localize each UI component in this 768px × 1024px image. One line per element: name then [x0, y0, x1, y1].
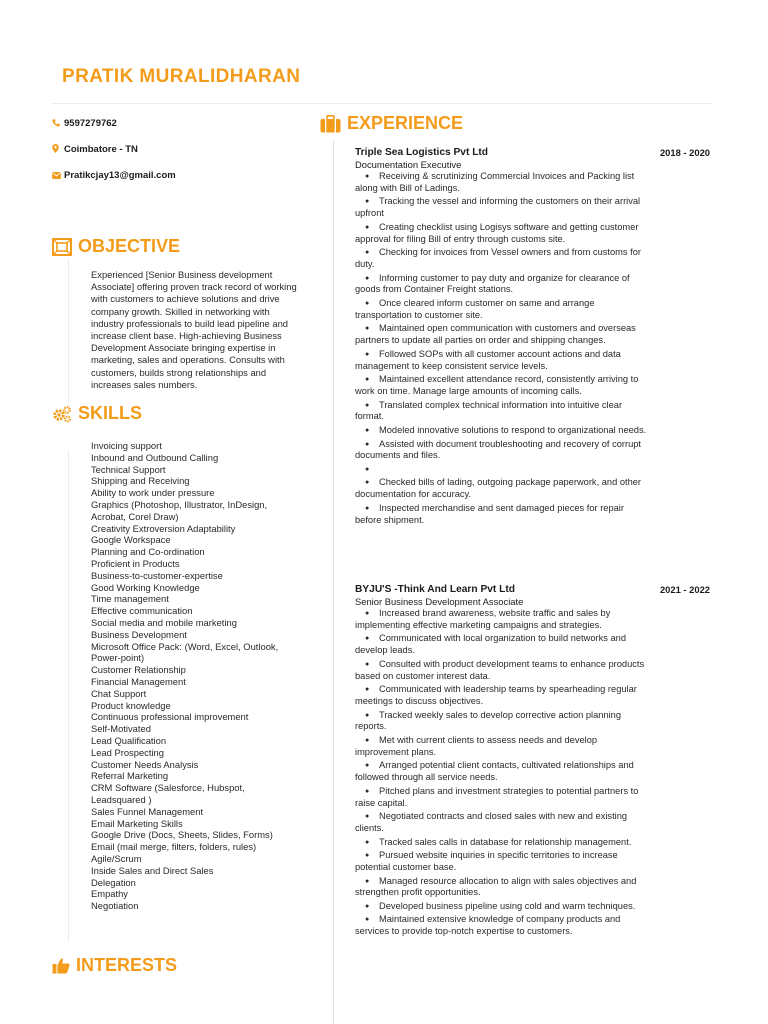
bullet-text: Checking for invoices from Vessel owners and from customs for duty. [355, 247, 641, 269]
objective-icon [52, 238, 72, 256]
job-bullet [355, 349, 710, 373]
skills-gears-icon [52, 405, 72, 423]
bullet-dot-icon: ● [365, 902, 370, 910]
job-bullet [355, 901, 710, 913]
bullet-text: Receiving & scrutinizing Commercial Invoices and Packing list along with Bill of Ladings. [355, 171, 635, 193]
bullet-text: Maintained excellent attendance record, consistently arriving to work on time. Manage large amounts of incoming calls. [355, 374, 639, 396]
job-role: Senior Business Development Associate [355, 596, 524, 607]
column-divider [333, 140, 334, 1024]
job-bullet [355, 710, 710, 734]
thumbs-up-icon [52, 957, 70, 974]
bullet-dot-icon: ● [365, 249, 370, 257]
bullet-text: Tracked weekly sales to develop corrective action planning reports. [355, 709, 622, 732]
job-bullet [355, 425, 710, 437]
phone-icon [52, 119, 64, 129]
phone-number: 9597279762 [64, 118, 117, 129]
bullet-dot-icon: ● [365, 838, 370, 846]
job-bullet [355, 439, 710, 463]
bullet-dot-icon: ● [365, 916, 370, 924]
contact-email[interactable] [52, 170, 302, 181]
skill-item: Google Drive (Docs, Sheets, Slides, Forms) [91, 829, 273, 841]
bullet-text: Followed SOPs with all customer account actions and data management to keep consistent service levels. [355, 348, 621, 371]
bullet-text: Pursued website inquiries in specific territories to increase potential customer base. [355, 850, 618, 872]
job-bullet [355, 247, 710, 271]
job-bullet [355, 837, 710, 849]
bullet-text: Tracking the vessel and informing the customers on their arrival upfront [355, 196, 641, 219]
objective-heading [52, 236, 302, 257]
location-icon [52, 144, 64, 155]
bullet-dot-icon: ● [365, 198, 370, 206]
job-bullet [355, 374, 710, 398]
bullet-text: Pitched plans and investment strategies to potential partners to raise capital. [355, 785, 639, 808]
bullet-text: Once cleared inform customer on same and arrange transportation to customer site. [355, 297, 595, 320]
bullet-text: Maintained open communication with customers and overseas partners to update all parties on order and shipping changes. [355, 323, 636, 346]
skill-item: Social media and mobile marketing [91, 616, 237, 628]
objective-title: OBJECTIVE [78, 236, 181, 256]
skill-item: Empathy [91, 888, 128, 900]
experience-heading [320, 113, 463, 134]
skill-item: Negotiation [91, 900, 139, 912]
skill-item: Good Working Knowledge [91, 581, 200, 593]
bullet-text: Increased brand awareness, website traffic and sales by implementing effective marketing campaigns and strategies. [355, 608, 611, 630]
skill-item: Lead Prospecting [91, 746, 164, 758]
skill-item: Proficient in Products [91, 558, 180, 569]
bullet-dot-icon: ● [365, 350, 370, 358]
location-text: Coimbatore - TN [64, 144, 138, 155]
briefcase-icon [320, 115, 341, 133]
skill-item: Customer Needs Analysis [91, 758, 199, 770]
job-bullet [355, 503, 710, 527]
job-bullet [355, 786, 710, 810]
skills-heading [52, 403, 302, 424]
job-dates: 2018 - 2020 [659, 147, 710, 158]
bullet-dot-icon: ● [365, 426, 370, 434]
skills-title: SKILLS [78, 403, 143, 424]
interests-heading [52, 955, 177, 976]
contact-location [52, 144, 302, 155]
bullet-dot-icon: ● [365, 877, 370, 885]
skill-item: Sales Funnel Management [91, 805, 204, 817]
skill-item: Google Workspace [91, 534, 171, 546]
skill-item: Continuous professional improvement [91, 711, 249, 723]
bullet-text: Translated complex technical information into intuitive clear format. [355, 399, 623, 422]
bullet-text: Arranged potential client contacts, cultivated relationships and followed through all service needs. [355, 760, 634, 783]
bullet-text: Met with current clients to assess needs and develop improvement plans. [355, 734, 598, 757]
job-bullet [355, 659, 710, 683]
skill-item: Delegation [91, 876, 136, 888]
job-bullet [355, 914, 710, 938]
job-bullet [355, 400, 710, 424]
job-role: Documentation Executive [355, 159, 462, 170]
bullet-text: Maintained extensive knowledge of company products and services to provide top-notch expertise to customers. [355, 914, 621, 937]
skill-item: Graphics (Photoshop, Illustrator, InDesign, Acrobat, Corel Draw) [91, 499, 268, 522]
bullet-text: Informing customer to pay duty and organize for clearance of goods from Container Freight stations. [355, 272, 630, 295]
bullet-text: Modeled innovative solutions to respond to organizational needs. [379, 424, 647, 435]
skill-item: Inside Sales and Direct Sales [91, 864, 214, 876]
skill-item: Invoicing support [91, 440, 162, 452]
bullet-text: Tracked sales calls in database for relationship management. [379, 836, 632, 847]
email-address[interactable]: Pratikcjay13@gmail.com [64, 170, 176, 181]
bullet-dot-icon: ● [365, 852, 370, 860]
bullet-dot-icon: ● [365, 711, 370, 719]
skill-item: Microsoft Office Pack: (Word, Excel, Outlook, Power-point) [91, 640, 279, 664]
bullet-text: Managed resource allocation to align with sales objectives and strengthen profit opportunities. [355, 875, 637, 898]
bullet-dot-icon: ● [365, 465, 370, 473]
bullet-text: Creating checklist using Logisys software and getting customer approval for filing Bill of entry through customs site. [355, 221, 639, 244]
bullet-dot-icon: ● [365, 401, 370, 409]
bullet-dot-icon: ● [365, 660, 370, 668]
job-bullet [355, 464, 710, 476]
job-bullets [355, 608, 710, 938]
header-divider [52, 103, 712, 104]
job-bullet [355, 171, 710, 195]
job-bullet [355, 222, 710, 246]
skill-item: Technical Support [91, 463, 166, 475]
job-entry-byjus [355, 584, 710, 940]
email-icon [52, 171, 64, 181]
skill-item: Time management [91, 593, 169, 605]
bullet-dot-icon: ● [365, 813, 370, 821]
skill-item: Chat Support [91, 687, 147, 699]
job-bullets [355, 171, 710, 526]
bullet-dot-icon: ● [365, 376, 370, 384]
bullet-text: Developed business pipeline using cold and warm techniques. [379, 900, 636, 911]
job-bullet [355, 273, 710, 297]
job-bullet [355, 196, 710, 220]
bullet-dot-icon: ● [365, 274, 370, 282]
bullet-text: Checked bills of lading, outgoing package paperwork, and other documentation for accuracy. [355, 477, 642, 500]
skill-item: Effective communication [91, 605, 193, 617]
skill-item: Ability to work under pressure [91, 487, 215, 499]
bullet-text: Communicated with leadership teams by spearheading regular meetings to discuss objectives. [355, 684, 637, 706]
skill-item: Business-to-customer-expertise [91, 569, 223, 581]
experience-title: EXPERIENCE [347, 113, 464, 133]
bullet-text: Negotiated contracts and closed sales with new and existing clients. [355, 811, 628, 833]
bullet-dot-icon: ● [365, 504, 370, 512]
bullet-dot-icon: ● [365, 635, 370, 643]
skill-item: Referral Marketing [91, 770, 169, 782]
skill-item: Lead Qualification [91, 734, 167, 746]
job-company: Triple Sea Logistics Pvt Ltd [355, 147, 489, 158]
job-bullet [355, 323, 710, 347]
skill-item: Email (mail merge, filters, folders, rules) [91, 841, 257, 853]
skill-item: Business Development [91, 628, 187, 640]
skill-item: Product knowledge [91, 699, 171, 711]
bullet-dot-icon: ● [365, 223, 370, 231]
skills-list [91, 440, 297, 912]
bullet-dot-icon: ● [365, 787, 370, 795]
skill-item: Inbound and Outbound Calling [91, 451, 219, 463]
skill-item: CRM Software (Salesforce, Hubspot, Leadsquared ) [91, 782, 245, 805]
contact-phone [52, 118, 302, 129]
skill-item: Email Marketing Skills [91, 817, 183, 829]
bullet-dot-icon: ● [365, 325, 370, 333]
job-bullet [355, 684, 710, 708]
bullet-dot-icon: ● [365, 173, 370, 180]
job-entry-triple-sea [355, 147, 710, 528]
job-bullet [355, 876, 710, 900]
bullet-text: Assisted with document troubleshooting and recovery of corrupt documents and files. [355, 438, 642, 461]
bullet-dot-icon: ● [365, 479, 370, 487]
objective-text: Experienced [Senior Business development Associate] offering proven track record of working with customers to achieve solutions and drive company growth. Skilled in networking with industry professionals to build lead pipeline and increase client base. High-achieving Business Development Associate bringing expertise in marketing, sales and operations. Consults with customers, builds strong relationships and increases sales numbers. [91, 269, 297, 390]
bullet-dot-icon: ● [365, 610, 370, 617]
candidate-name: PRATIK MURALIDHARAN [62, 66, 301, 87]
skill-item: Planning and Co-ordination [91, 546, 205, 558]
job-bullet [355, 811, 710, 835]
job-bullet [355, 735, 710, 759]
left-column [52, 118, 302, 912]
job-bullet [355, 760, 710, 784]
job-bullet [355, 477, 710, 501]
bullet-text: Communicated with local organization to build networks and develop leads. [355, 633, 627, 656]
bullet-text: Inspected merchandise and sent damaged pieces for repair before shipment. [355, 502, 624, 525]
job-bullet [355, 298, 710, 322]
skill-item: Self-Motivated [91, 723, 151, 735]
skill-item: Customer Relationship [91, 664, 186, 676]
job-bullet [355, 608, 710, 632]
skill-item: Agile/Scrum [91, 852, 142, 864]
job-bullet [355, 850, 710, 874]
bullet-dot-icon: ● [365, 440, 370, 448]
skill-item: Shipping and Receiving [91, 475, 190, 487]
job-dates: 2021 - 2022 [659, 584, 710, 595]
bullet-dot-icon: ● [365, 686, 370, 694]
skill-item: Financial Management [91, 675, 186, 687]
interests-title: INTERESTS [76, 955, 178, 975]
skill-item: Creativity Extroversion Adaptability [91, 522, 236, 534]
bullet-dot-icon: ● [365, 736, 370, 744]
job-company: BYJU'S -Think And Learn Pvt Ltd [355, 584, 515, 595]
job-bullet [355, 633, 710, 657]
bullet-text: Consulted with product development teams to enhance products based on customer interest data. [355, 658, 645, 681]
bullet-dot-icon: ● [365, 762, 370, 770]
bullet-dot-icon: ● [365, 299, 370, 307]
